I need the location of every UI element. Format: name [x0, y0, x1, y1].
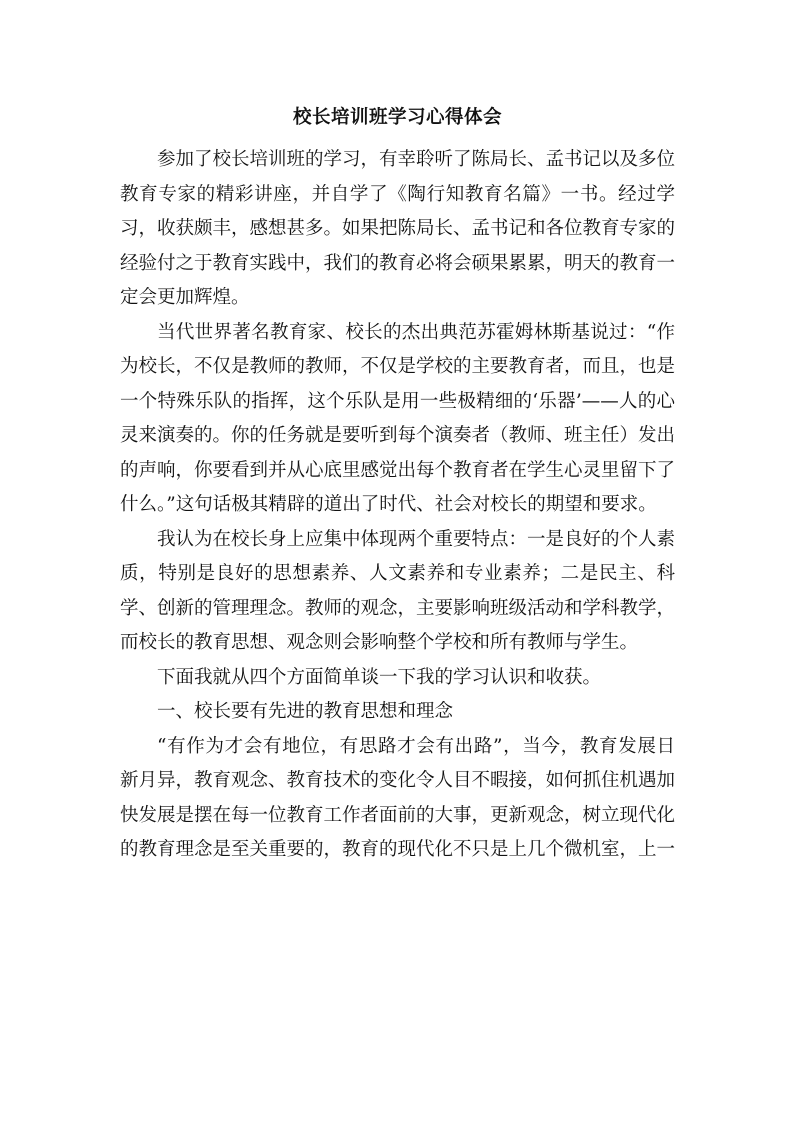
- paragraph-intro: 参加了校长培训班的学习，有幸聆听了陈局长、孟书记以及多位教育专家的精彩讲座，并自学了《陶行知教育名篇》一书。经过学习，收获颇丰，感想甚多。如果把陈局长、孟书记和各位教育专家的经验付之于教育实践中，我们的教育必将会硕果累累，明天的教育一定会更加辉煌。: [120, 149, 676, 308]
- paragraph-four-aspects: 下面我就从四个方面简单谈一下我的学习认识和收获。: [157, 666, 602, 688]
- section-heading-one: 一、校长要有先进的教育思想和理念: [157, 701, 454, 722]
- document-body: [120, 143, 675, 868]
- document-title: 校长培训班学习心得体会: [292, 107, 502, 128]
- paragraph-modern-education: “有作为才会有地位，有思路才会有出路”，当今，教育发展日新月异，教育观念、教育技术的变化令人目不暇接，如何抓住机遇加快发展是摆在每一位教育工作者面前的大事，更新观念，树立现代化的教育理念是至关重要的，教育的现代化不只是上几个微机室，上一: [120, 735, 676, 860]
- paragraph-quote-sukhomlinsky: 当代世界著名教育家、校长的杰出典范苏霍姆林斯基说过：“作为校长，不仅是教师的教师，不仅是学校的主要教育者，而且，也是一个特殊乐队的指挥，这个乐队是用一些极精细的‘乐器’——人的心灵来演奏的。你的任务就是要听到每个演奏者（教师、班主任）发出的声响，你要看到并从心底里感觉出每个教育者在学生心灵里留下了什么。”这句话极其精辟的道出了时代、社会对校长的期望和要求。: [120, 321, 676, 515]
- paragraph-two-features: 我认为在校长身上应集中体现两个重要特点：一是良好的个人素质，特别是良好的思想素养、人文素养和专业素养；二是民主、科学、创新的管理理念。教师的观念，主要影响班级活动和学科教学，而校长的教育思想、观念则会影响整个学校和所有教师与学生。: [120, 528, 676, 653]
